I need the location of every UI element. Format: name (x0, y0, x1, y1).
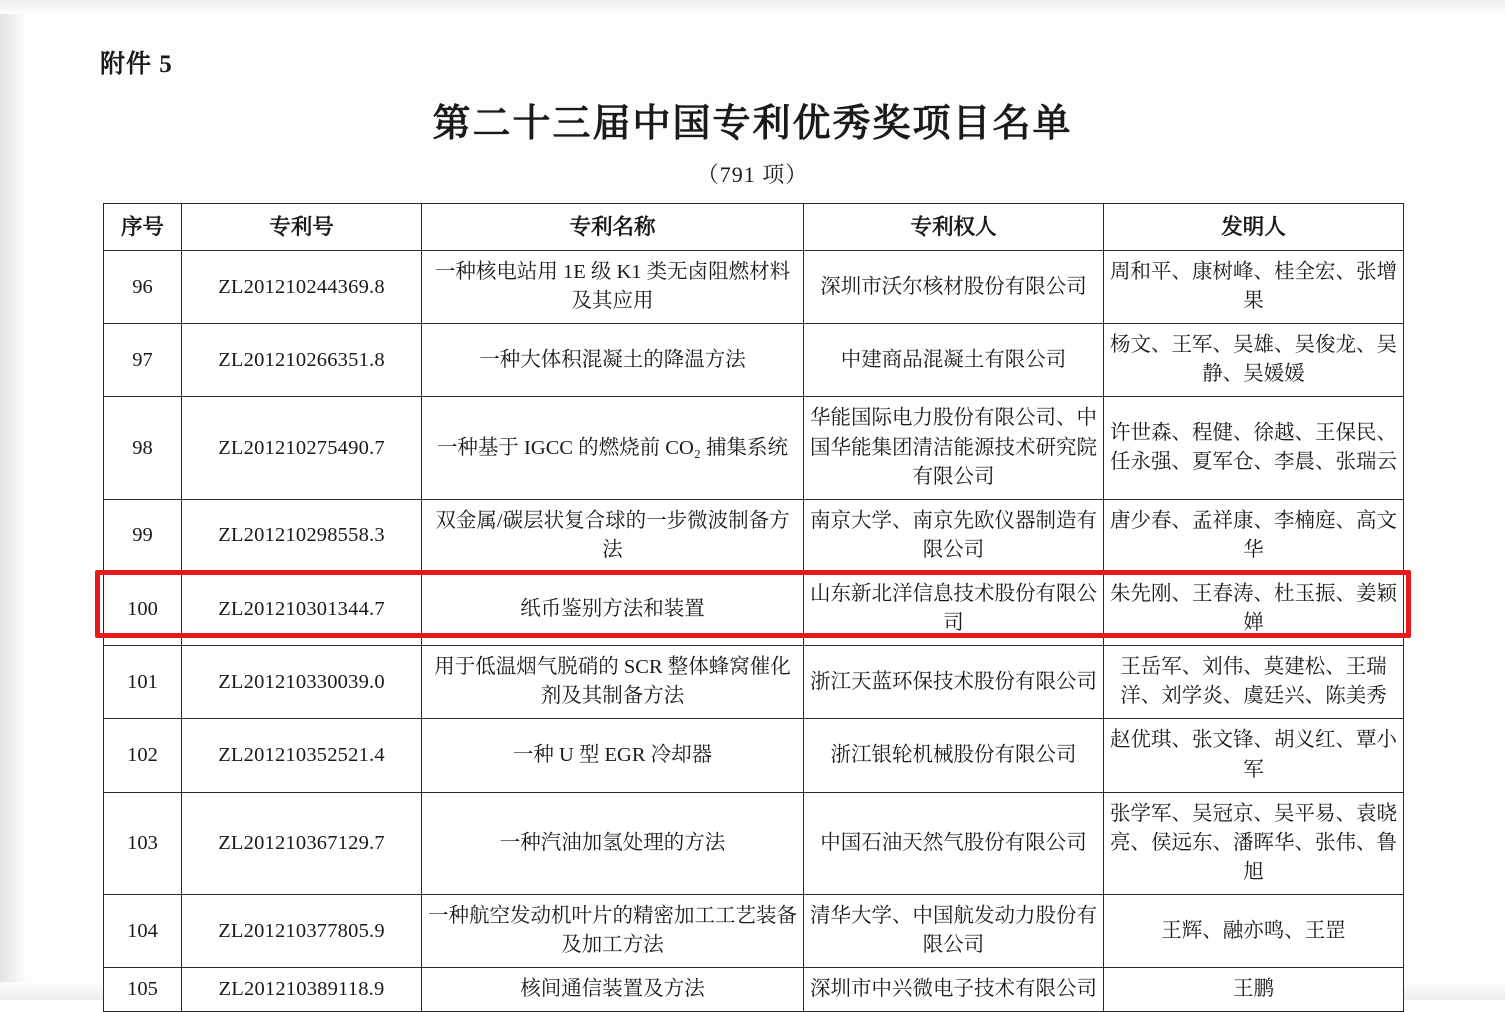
patent-table-container (103, 203, 1403, 1012)
table-row (104, 719, 1404, 792)
table-row (104, 397, 1404, 499)
cell-patent-no: ZL201210244369.8 (182, 251, 422, 324)
cell-name: 用于低温烟气脱硝的 SCR 整体蜂窝催化剂及其制备方法 (422, 646, 804, 719)
table-row (104, 324, 1404, 397)
table-row (104, 894, 1404, 967)
cell-patent-no: ZL201210275490.7 (182, 397, 422, 499)
column-header-no: 序号 (104, 204, 182, 251)
cell-owner: 浙江银轮机械股份有限公司 (804, 719, 1104, 792)
cell-patent-no: ZL201210389118.9 (182, 968, 422, 1012)
scan-edge-left (0, 0, 26, 1000)
cell-name: 一种基于 IGCC 的燃烧前 CO₂ 捕集系统 (422, 397, 804, 499)
cell-inventors: 张学军、吴冠京、吴平易、袁晓亮、侯远东、潘晖华、张伟、鲁旭 (1104, 792, 1404, 894)
cell-patent-no: ZL201210367129.7 (182, 792, 422, 894)
cell-no: 98 (104, 397, 182, 499)
cell-inventors: 朱先刚、王春涛、杜玉振、姜颖婵 (1104, 572, 1404, 645)
cell-inventors: 杨文、王军、吴雄、吴俊龙、吴静、吴媛媛 (1104, 324, 1404, 397)
cell-name: 一种 U 型 EGR 冷却器 (422, 719, 804, 792)
cell-inventors: 周和平、康树峰、桂全宏、张增果 (1104, 251, 1404, 324)
cell-name: 一种大体积混凝土的降温方法 (422, 324, 804, 397)
cell-inventors: 王鹏 (1104, 968, 1404, 1012)
cell-owner: 中建商品混凝土有限公司 (804, 324, 1104, 397)
cell-name: 核间通信装置及方法 (422, 968, 804, 1012)
cell-patent-no: ZL201210266351.8 (182, 324, 422, 397)
cell-owner: 山东新北洋信息技术股份有限公司 (804, 572, 1104, 645)
cell-inventors: 王辉、融亦鸣、王罡 (1104, 894, 1404, 967)
cell-patent-no: ZL201210298558.3 (182, 499, 422, 572)
table-row (104, 251, 1404, 324)
cell-patent-no: ZL201210352521.4 (182, 719, 422, 792)
cell-no: 101 (104, 646, 182, 719)
cell-inventors: 赵优琪、张文锋、胡义红、覃小军 (1104, 719, 1404, 792)
cell-patent-no: ZL201210377805.9 (182, 894, 422, 967)
cell-owner: 华能国际电力股份有限公司、中国华能集团清洁能源技术研究院有限公司 (804, 397, 1104, 499)
cell-owner: 深圳市中兴微电子技术有限公司 (804, 968, 1104, 1012)
cell-name: 双金属/碳层状复合球的一步微波制备方法 (422, 499, 804, 572)
cell-no: 99 (104, 499, 182, 572)
scan-edge-top (0, 0, 1505, 14)
table-row (104, 968, 1404, 1012)
table-row (104, 792, 1404, 894)
cell-name: 一种核电站用 1E 级 K1 类无卤阻燃材料及其应用 (422, 251, 804, 324)
cell-owner: 南京大学、南京先欧仪器制造有限公司 (804, 499, 1104, 572)
cell-no: 100 (104, 572, 182, 645)
cell-no: 97 (104, 324, 182, 397)
cell-owner: 中国石油天然气股份有限公司 (804, 792, 1104, 894)
cell-no: 102 (104, 719, 182, 792)
cell-inventors: 许世森、程健、徐越、王保民、任永强、夏军仓、李晨、张瑞云 (1104, 397, 1404, 499)
attachment-label: 附件 5 (100, 51, 173, 78)
cell-owner: 深圳市沃尔核材股份有限公司 (804, 251, 1104, 324)
cell-owner: 浙江天蓝环保技术股份有限公司 (804, 646, 1104, 719)
cell-no: 96 (104, 251, 182, 324)
column-header-inventors: 发明人 (1104, 204, 1404, 251)
table-header-row (104, 204, 1404, 251)
cell-owner: 清华大学、中国航发动力股份有限公司 (804, 894, 1104, 967)
column-header-name: 专利名称 (422, 204, 804, 251)
patent-table (103, 203, 1404, 1012)
column-header-patent-no: 专利号 (182, 204, 422, 251)
page-subtitle: （791 项） (696, 162, 809, 187)
table-row-highlighted (104, 646, 1404, 719)
table-row (104, 499, 1404, 572)
cell-patent-no: ZL201210330039.0 (182, 646, 422, 719)
column-header-owner: 专利权人 (804, 204, 1104, 251)
cell-name: 纸币鉴别方法和装置 (422, 572, 804, 645)
cell-inventors: 唐少春、孟祥康、李楠庭、高文华 (1104, 499, 1404, 572)
cell-inventors: 王岳军、刘伟、莫建松、王瑞洋、刘学炎、虞廷兴、陈美秀 (1104, 646, 1404, 719)
cell-no: 104 (104, 894, 182, 967)
cell-name: 一种航空发动机叶片的精密加工工艺装备及加工方法 (422, 894, 804, 967)
page-title: 第二十三届中国专利优秀奖项目名单 (432, 103, 1073, 145)
cell-no: 105 (104, 968, 182, 1012)
cell-patent-no: ZL201210301344.7 (182, 572, 422, 645)
cell-name: 一种汽油加氢处理的方法 (422, 792, 804, 894)
cell-no: 103 (104, 792, 182, 894)
table-row (104, 572, 1404, 645)
patent-table-body (104, 251, 1404, 1012)
